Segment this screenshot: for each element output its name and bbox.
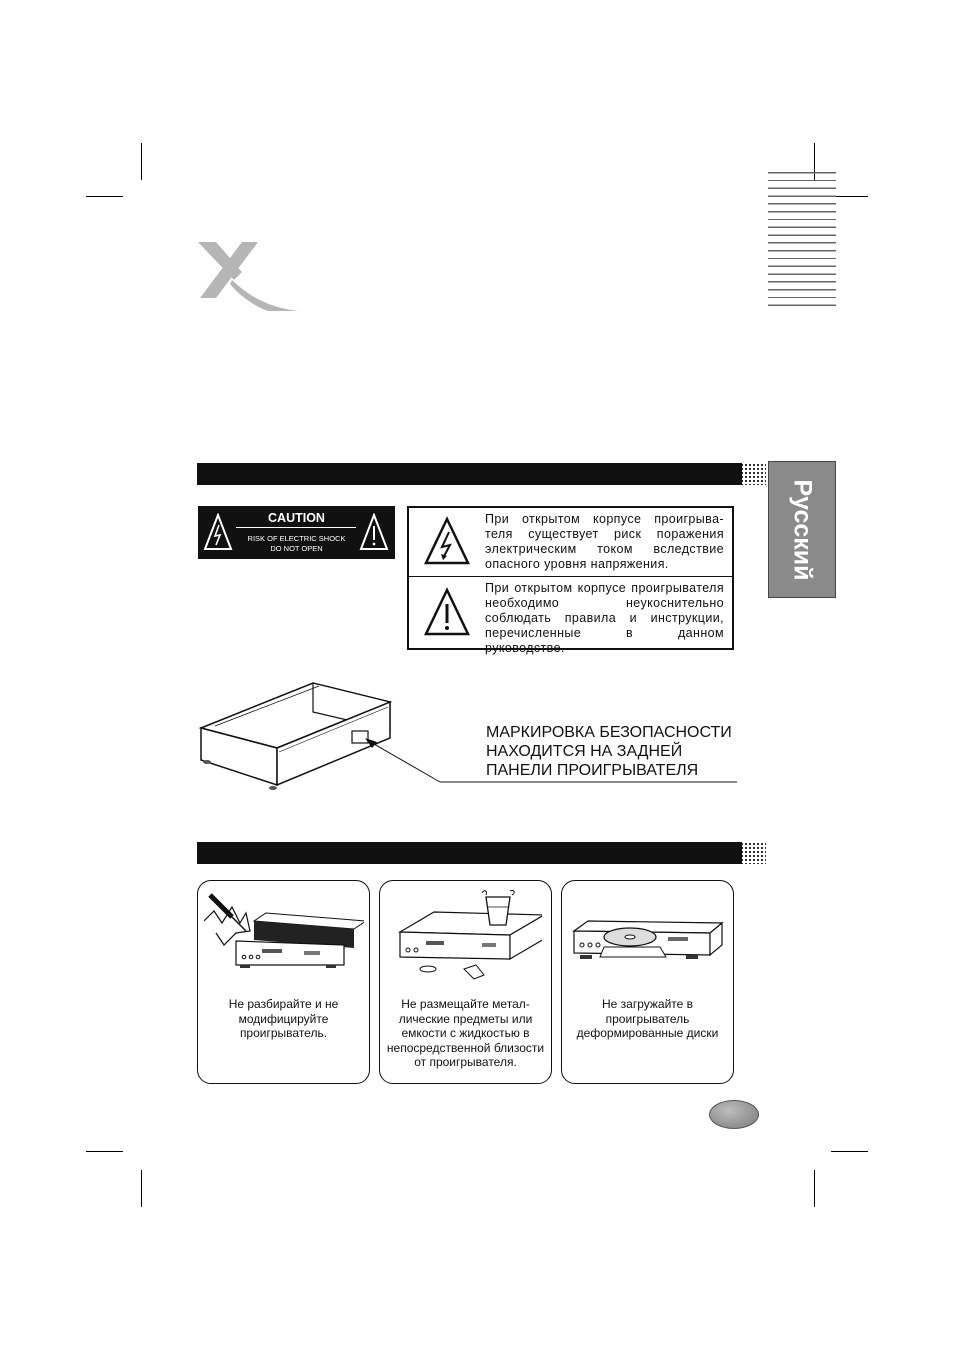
section-bar <box>197 463 742 485</box>
safety-marking-line: МАРКИРОВКА БЕЗОПАСНОСТИ <box>486 724 732 741</box>
crop-mark <box>141 1170 142 1207</box>
precaution-text: Не размещайте метал-лические предметы или емкости с жидкостью в непосредственной близости от проигрывателя. <box>386 997 545 1070</box>
warning-row <box>409 577 732 655</box>
crop-mark <box>831 1151 868 1152</box>
precaution-text: Не разбирайте и не модифицируйте проигрыватель. <box>228 997 339 1041</box>
precaution-text: Не загружайте в проигрыватель деформированные диски <box>576 997 719 1041</box>
language-label: Русский <box>788 478 817 581</box>
warning-table <box>407 506 734 655</box>
crop-mark <box>141 143 142 180</box>
exclamation-warning-icon <box>423 587 471 637</box>
crop-mark <box>831 196 868 197</box>
section-bar <box>197 842 742 864</box>
warning-row <box>409 508 732 577</box>
caution-label <box>198 506 395 559</box>
crop-mark <box>86 1151 123 1152</box>
section-bar-fade <box>740 842 766 864</box>
page-number-badge <box>709 1100 759 1129</box>
warning-text: При открытом корпусе проигрыва-теля существует риск поражения электрическим током вследствие опасного уровня напряжения. <box>485 512 724 571</box>
section-bar-fade <box>740 463 766 485</box>
precaution-card <box>561 880 734 1084</box>
safety-marking-line: НАХОДИТСЯ НА ЗАДНЕЙ <box>486 743 683 760</box>
brand-x-logo <box>196 240 301 312</box>
language-tab <box>768 461 836 598</box>
safety-marking-text <box>486 723 732 780</box>
lightning-warning-icon <box>423 516 471 566</box>
warning-text: При открытом корпусе проигрывателя необходимо неукоснительно соблюдать правила и инструкции, перечисленные в данном руководстве. <box>485 581 724 655</box>
caution-line-1: RISK OF ELECTRIC SHOCK <box>247 534 346 543</box>
stripe-decoration <box>768 172 836 312</box>
disassembly-warning-icon <box>204 893 364 975</box>
metal-objects-liquid-icon <box>394 887 542 987</box>
deformed-disc-icon <box>570 917 726 969</box>
precaution-card <box>197 880 370 1084</box>
crop-mark <box>814 1170 815 1207</box>
safety-marking-line: ПАНЕЛИ ПРОИГРЫВАТЕЛЯ <box>486 762 699 779</box>
precaution-card <box>379 880 552 1084</box>
caution-divider <box>236 527 356 528</box>
caution-title: CAUTION <box>268 511 325 525</box>
crop-mark <box>86 196 123 197</box>
caution-line-2: DO NOT OPEN <box>270 544 323 553</box>
